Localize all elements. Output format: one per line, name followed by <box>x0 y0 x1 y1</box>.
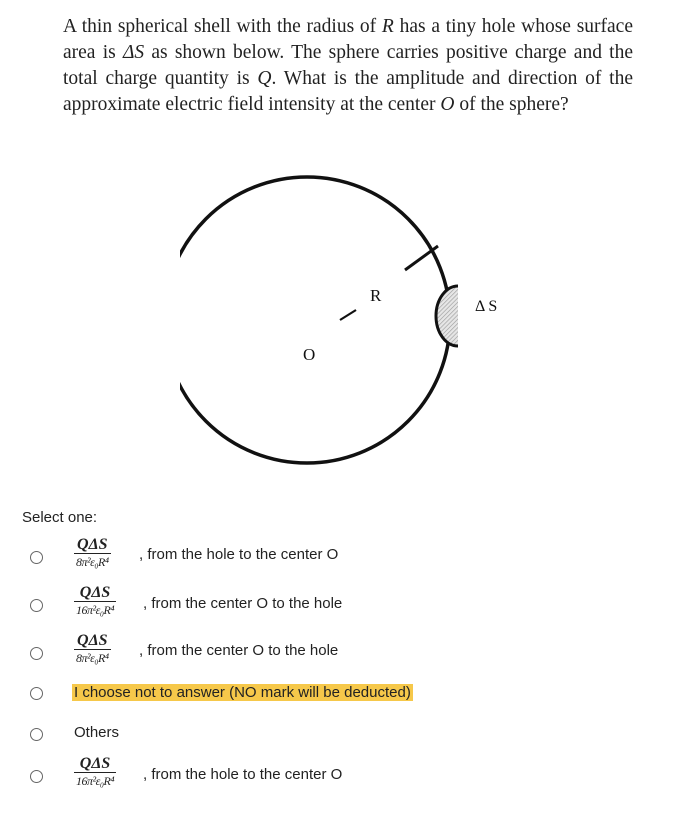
question-text: A thin spherical shell with the radius of R has a tiny hole whose surface area is ΔS as shown below. The sphere carries positive charge and the total charge quantity is Q. What is the amplitude and direction of the approximate electric field intensity at the center O of the sphere? <box>63 16 634 115</box>
center-label: O <box>303 345 316 364</box>
radius-line-outer <box>405 246 438 270</box>
option-5-text: Others <box>74 724 120 741</box>
option-1[interactable] <box>0 535 682 575</box>
hole-patch <box>436 286 458 346</box>
option-3-radio[interactable] <box>30 647 43 660</box>
option-6-text: , from the hole to the center O <box>143 766 343 783</box>
option-5-radio[interactable] <box>30 728 43 741</box>
radius-line-inner <box>340 310 356 320</box>
option-3-formula: QΔS 8π²ε₀R⁴ <box>76 632 109 665</box>
option-2-text: , from the center O to the hole <box>143 595 343 612</box>
option-2-formula: QΔS 16π²ε₀R⁴ <box>76 584 115 617</box>
option-5[interactable] <box>0 717 682 757</box>
radius-label: R <box>370 286 382 305</box>
option-6-radio[interactable] <box>30 770 43 783</box>
select-one-label: Select one: <box>22 509 98 526</box>
sphere-outline <box>180 177 450 463</box>
option-6[interactable] <box>0 754 682 794</box>
option-1-formula: QΔS 8π²ε₀R⁴ <box>76 536 109 569</box>
option-1-radio[interactable] <box>30 551 43 564</box>
option-6-formula: QΔS 16π²ε₀R⁴ <box>76 755 115 788</box>
hole-label: Δ S <box>475 298 498 315</box>
sphere-diagram <box>180 168 540 488</box>
option-2[interactable] <box>0 583 682 623</box>
option-1-text: , from the hole to the center O <box>139 546 339 563</box>
option-4-radio[interactable] <box>30 687 43 700</box>
option-3[interactable] <box>0 631 682 671</box>
option-4-text: I choose not to answer (NO mark will be deducted) <box>74 684 411 701</box>
option-3-text: , from the center O to the hole <box>139 642 339 659</box>
option-2-radio[interactable] <box>30 599 43 612</box>
option-4[interactable] <box>0 676 682 716</box>
